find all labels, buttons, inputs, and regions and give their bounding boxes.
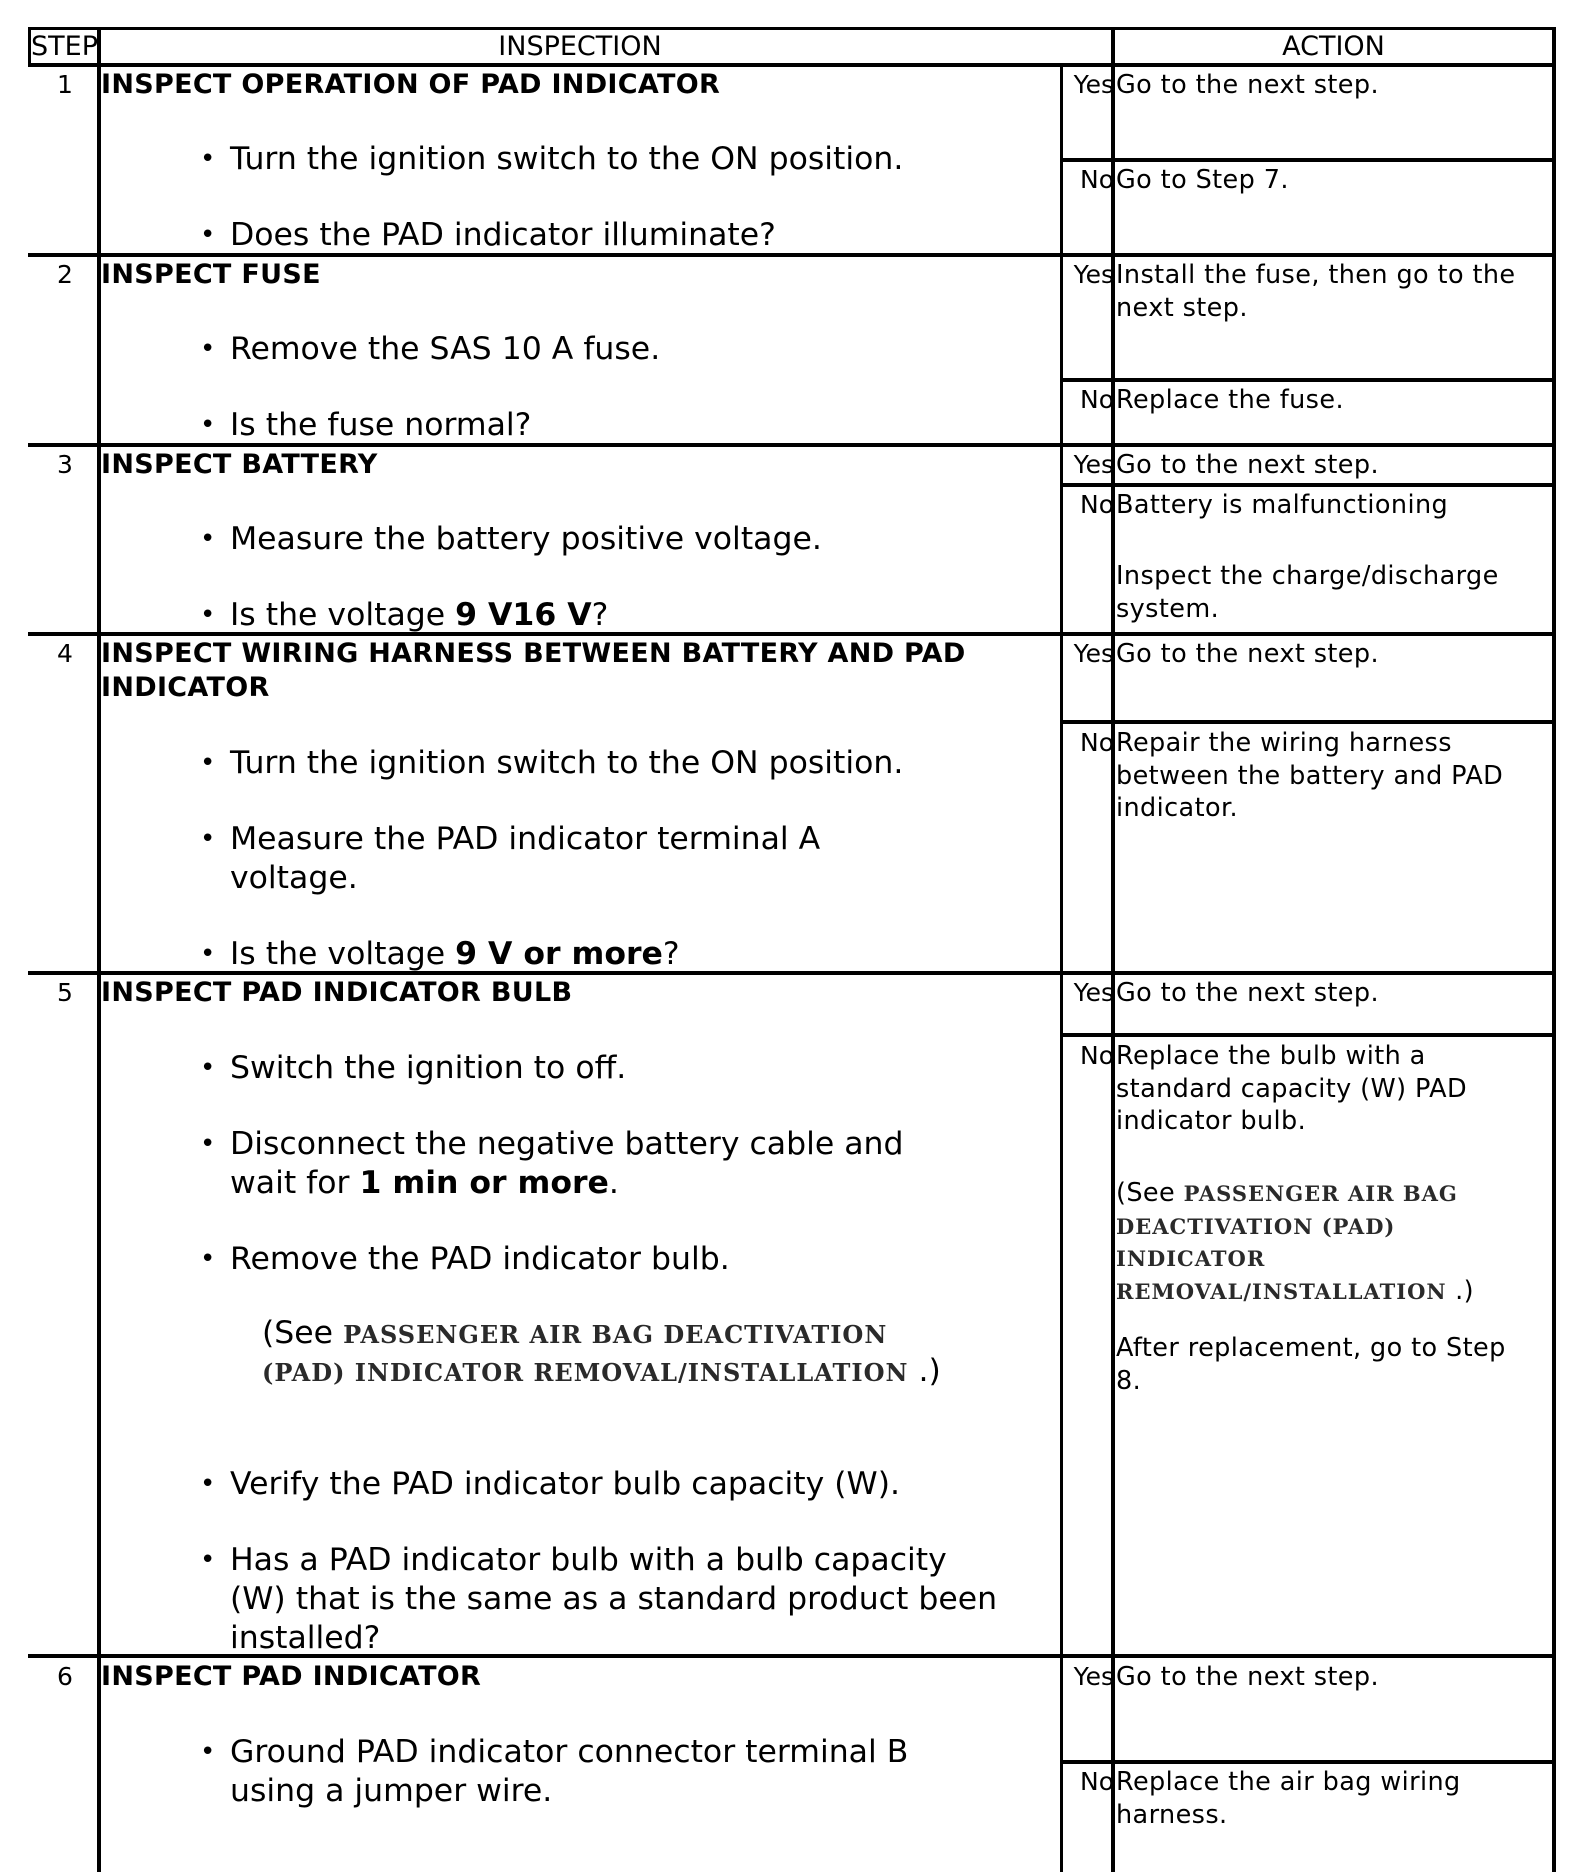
reference-link[interactable]: PASSENGER AIR BAG DEACTIVATION (PAD) INDICATOR REMOVAL/INSTALLATION	[262, 1320, 909, 1387]
no-action: Replace the air bag wiring harness.	[1116, 1767, 1461, 1830]
no-label: No	[1080, 728, 1114, 757]
no-action: Replace the bulb with a standard capacity (W) PAD indicator bulb.	[1116, 1041, 1468, 1136]
no-action: Repair the wiring harness between the battery and PAD indicator.	[1116, 728, 1504, 823]
yes-action: Install the fuse, then go to the next step.	[1116, 260, 1516, 323]
step-number: 3	[57, 450, 73, 479]
bullet-text: Is the voltage	[230, 936, 456, 972]
yes-label: Yes	[1073, 260, 1114, 289]
see-reference	[262, 1315, 942, 1391]
no-label: No	[1080, 1767, 1114, 1796]
bullet-item: • Remove the PAD indicator bulb.	[230, 1240, 1000, 1279]
see-close: .)	[1446, 1275, 1474, 1306]
step-number: 1	[57, 70, 73, 99]
no-label: No	[1080, 385, 1114, 414]
bullet-item: • Verify the PAD indicator bulb capacity (W).	[230, 1465, 1000, 1504]
yes-label: Yes	[1073, 978, 1114, 1007]
no-action-see-reference	[1116, 1177, 1516, 1307]
step-title: INSPECT FUSE	[101, 259, 321, 290]
yes-action: Go to the next step.	[1116, 639, 1379, 669]
bullet-item: • Turn the ignition switch to the ON position.	[230, 744, 1000, 783]
reference-link[interactable]: PASSENGER AIR BAG DEACTIVATION (PAD) INDICATOR REMOVAL/INSTALLATION	[1116, 1181, 1458, 1304]
header-action: ACTION	[1282, 31, 1385, 62]
no-label: No	[1080, 490, 1114, 519]
yes-label: Yes	[1073, 450, 1114, 479]
yes-no-divider	[1062, 378, 1556, 382]
bullet-item: • Is the fuse normal?	[230, 406, 1000, 445]
step-number: 6	[57, 1662, 73, 1691]
yes-label: Yes	[1073, 1662, 1114, 1691]
bullet-text: .	[608, 1165, 619, 1201]
step-number: 4	[57, 639, 73, 668]
no-action-followup: After replacement, go to Step 8.	[1116, 1333, 1506, 1396]
voltage-spec: 9 V or more	[455, 936, 663, 972]
step-title: INSPECT WIRING HARNESS BETWEEN BATTERY AND PAD INDICATOR	[101, 638, 966, 703]
yes-action: Go to the next step.	[1116, 450, 1379, 480]
step-title: INSPECT OPERATION OF PAD INDICATOR	[101, 69, 721, 100]
no-action: Go to Step 7.	[1116, 165, 1289, 195]
bullet-item: • Remove the SAS 10 A fuse.	[230, 330, 1000, 369]
bullet-item: • Switch the ignition to off.	[230, 1049, 1000, 1088]
action-column-border	[1111, 27, 1115, 1872]
bullet-text: Is the voltage	[230, 597, 456, 633]
step-number: 2	[57, 260, 73, 289]
yes-action: Go to the next step.	[1116, 978, 1379, 1008]
yes-label: Yes	[1073, 639, 1114, 668]
no-action: Inspect the charge/discharge system.	[1116, 561, 1499, 624]
voltage-spec: 9 V16 V	[455, 597, 592, 633]
see-close: .)	[908, 1353, 941, 1389]
wait-time-spec: 1 min or more	[359, 1165, 609, 1201]
bullet-text: Disconnect the negative battery cable and wait for	[230, 1126, 904, 1201]
yes-no-divider	[1062, 158, 1556, 162]
no-label: No	[1080, 1041, 1114, 1070]
yes-action: Go to the next step.	[1116, 70, 1379, 100]
bullet-item	[230, 935, 1000, 974]
step-title: INSPECT PAD INDICATOR	[101, 1661, 482, 1692]
yes-no-divider	[1062, 720, 1556, 724]
yes-label: Yes	[1073, 70, 1114, 99]
step-number: 5	[57, 978, 73, 1007]
yes-no-divider	[1062, 483, 1556, 487]
bullet-item: • Measure the PAD indicator terminal A voltage.	[230, 820, 930, 898]
bullet-item	[230, 1125, 970, 1203]
no-action: Replace the fuse.	[1116, 385, 1344, 415]
header-step: STEP	[31, 31, 98, 62]
bullet-item: • Does the PAD indicator illuminate?	[230, 216, 1000, 255]
see-open: (See	[262, 1315, 344, 1351]
bullet-item: • Ground PAD indicator connector terminal B using a jumper wire.	[230, 1733, 970, 1811]
yes-no-divider	[1062, 1033, 1556, 1037]
step-title: INSPECT PAD INDICATOR BULB	[101, 977, 573, 1008]
yes-action: Go to the next step.	[1116, 1662, 1379, 1692]
step-column-border	[97, 27, 101, 1872]
bullet-item	[230, 596, 1000, 635]
step-title: INSPECT BATTERY	[101, 449, 378, 480]
inspection-column-border	[1060, 63, 1063, 1872]
no-action: Battery is malfunctioning	[1116, 490, 1449, 520]
header-inspection: INSPECTION	[498, 31, 662, 62]
bullet-item: • Turn the ignition switch to the ON position.	[230, 140, 1000, 179]
see-open: (See	[1116, 1178, 1184, 1208]
bullet-text: ?	[662, 936, 680, 972]
yes-no-divider	[1062, 1760, 1556, 1764]
bullet-text: ?	[591, 597, 609, 633]
bullet-item: • Measure the battery positive voltage.	[230, 520, 1000, 559]
no-label: No	[1080, 165, 1114, 194]
bullet-item: • Has a PAD indicator bulb with a bulb capacity (W) that is the same as a standard product been installed?	[230, 1541, 1000, 1658]
